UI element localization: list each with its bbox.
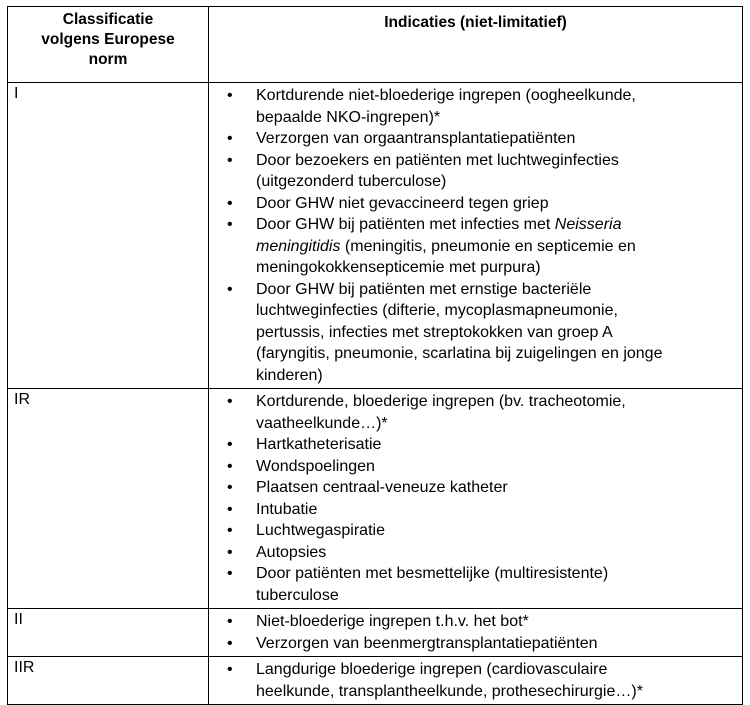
- list-item: [209, 150, 738, 193]
- indications-list: [209, 83, 742, 388]
- list-item-line: (uitgezonderd tuberculose): [256, 173, 447, 190]
- table-row: [8, 389, 743, 609]
- bullet-icon: •: [227, 500, 233, 518]
- bullet-icon: •: [227, 87, 233, 104]
- bullet-icon: •: [227, 634, 233, 652]
- list-item-text: (meningitis, pneumonie en septicemie en: [340, 237, 636, 255]
- list-item-line: [256, 214, 738, 236]
- list-item: [209, 477, 738, 499]
- list-item: [209, 85, 738, 128]
- header-indications: [209, 7, 743, 83]
- bullet-icon: •: [227, 565, 233, 582]
- italic-organism-name: meningitidis: [256, 237, 341, 255]
- bullet-icon: •: [227, 436, 233, 453]
- list-item: [209, 193, 738, 215]
- list-item-line: Wondspoelingen: [256, 457, 375, 475]
- list-item: [209, 214, 738, 279]
- classification-cell: II: [8, 609, 209, 657]
- list-item: [209, 542, 738, 564]
- table-header-row: [8, 7, 743, 83]
- list-item: [209, 391, 738, 434]
- table-row: [8, 657, 743, 705]
- header-classification-line: norm: [88, 51, 128, 68]
- list-item-line: Autopsies: [256, 543, 327, 561]
- list-item: [209, 128, 738, 150]
- list-item-line: luchtweginfecties (difterie, mycoplasmapneumonie,: [256, 302, 618, 319]
- classification-cell: IIR: [8, 657, 209, 705]
- list-item-line: Plaatsen centraal-veneuze katheter: [256, 479, 508, 496]
- header-indications-label: Indicaties (niet-limitatief): [384, 14, 567, 31]
- bullet-icon: •: [227, 661, 233, 678]
- list-item-line: Hartkatheterisatie: [256, 436, 382, 453]
- list-item-line: Door GHW bij patiënten met ernstige bacteriële: [256, 280, 592, 298]
- bullet-icon: •: [227, 130, 233, 147]
- indications-list: [209, 609, 742, 656]
- list-item-line: Door bezoekers en patiënten met luchtweginfecties: [256, 151, 619, 169]
- list-item-line: vaatheelkunde…)*: [256, 414, 388, 432]
- list-item-line: Langdurige bloederige ingrepen (cardiovasculaire: [256, 661, 608, 678]
- indications-cell: [209, 389, 743, 609]
- indications-cell: [209, 609, 743, 657]
- classification-cell: IR: [8, 389, 209, 609]
- list-item-line: heelkunde, transplantheelkunde, prothesechirurgie…)*: [256, 682, 643, 700]
- header-classification: [8, 7, 209, 83]
- list-item-line: kinderen): [256, 366, 323, 384]
- table-row: [8, 609, 743, 657]
- list-item-line: [256, 236, 738, 258]
- bullet-icon: •: [227, 543, 233, 561]
- list-item: [209, 499, 738, 521]
- list-item-line: Luchtwegaspiratie: [256, 522, 385, 539]
- list-item-line: Kortdurende, bloederige ingrepen (bv. tracheotomie,: [256, 393, 626, 410]
- list-item-text: Door GHW bij patiënten met infecties met: [256, 216, 555, 233]
- bullet-icon: •: [227, 280, 233, 298]
- list-item: [209, 520, 738, 542]
- list-item: [209, 659, 738, 702]
- bullet-icon: •: [227, 216, 233, 233]
- bullet-icon: •: [227, 151, 233, 169]
- indications-list: [209, 657, 742, 704]
- list-item-line: tuberculose: [256, 586, 339, 604]
- list-item: [209, 456, 738, 478]
- bullet-icon: •: [227, 613, 233, 630]
- list-item-line: Verzorgen van beenmergtransplantatiepatiënten: [256, 634, 598, 652]
- classification-table: [7, 6, 743, 705]
- header-classification-line: volgens Europese: [41, 31, 175, 48]
- list-item-line: Niet-bloederige ingrepen t.h.v. het bot*: [256, 613, 529, 630]
- table-row: [8, 83, 743, 389]
- header-classification-line: Classificatie: [62, 11, 154, 28]
- bullet-icon: •: [227, 393, 233, 410]
- bullet-icon: •: [227, 522, 233, 539]
- list-item: [209, 434, 738, 456]
- indications-list: [209, 389, 742, 608]
- list-item-line: Door GHW niet gevaccineerd tegen griep: [256, 194, 549, 212]
- list-item: [209, 611, 738, 633]
- bullet-icon: •: [227, 194, 233, 212]
- list-item-line: Verzorgen van orgaantransplantatiepatiënten: [256, 130, 576, 147]
- list-item-line: Door patiënten met besmettelijke (multiresistente): [256, 565, 609, 582]
- list-item: [209, 633, 738, 655]
- list-item-line: bepaalde NKO-ingrepen)*: [256, 108, 441, 126]
- indications-cell: [209, 657, 743, 705]
- bullet-icon: •: [227, 457, 233, 475]
- italic-organism-name: Neisseria: [554, 216, 622, 233]
- list-item-line: Intubatie: [256, 500, 318, 518]
- list-item-line: pertussis, infecties met streptokokken van groep A: [256, 323, 613, 341]
- list-item-line: meningokokkensepticemie met purpura): [256, 259, 541, 276]
- bullet-icon: •: [227, 479, 233, 496]
- list-item: [209, 279, 738, 387]
- list-item: [209, 563, 738, 606]
- list-item-line: (faryngitis, pneumonie, scarlatina bij zuigelingen en jonge: [256, 345, 663, 362]
- classification-cell: I: [8, 83, 209, 389]
- list-item-line: Kortdurende niet-bloederige ingrepen (oogheelkunde,: [256, 87, 636, 104]
- indications-cell: [209, 83, 743, 389]
